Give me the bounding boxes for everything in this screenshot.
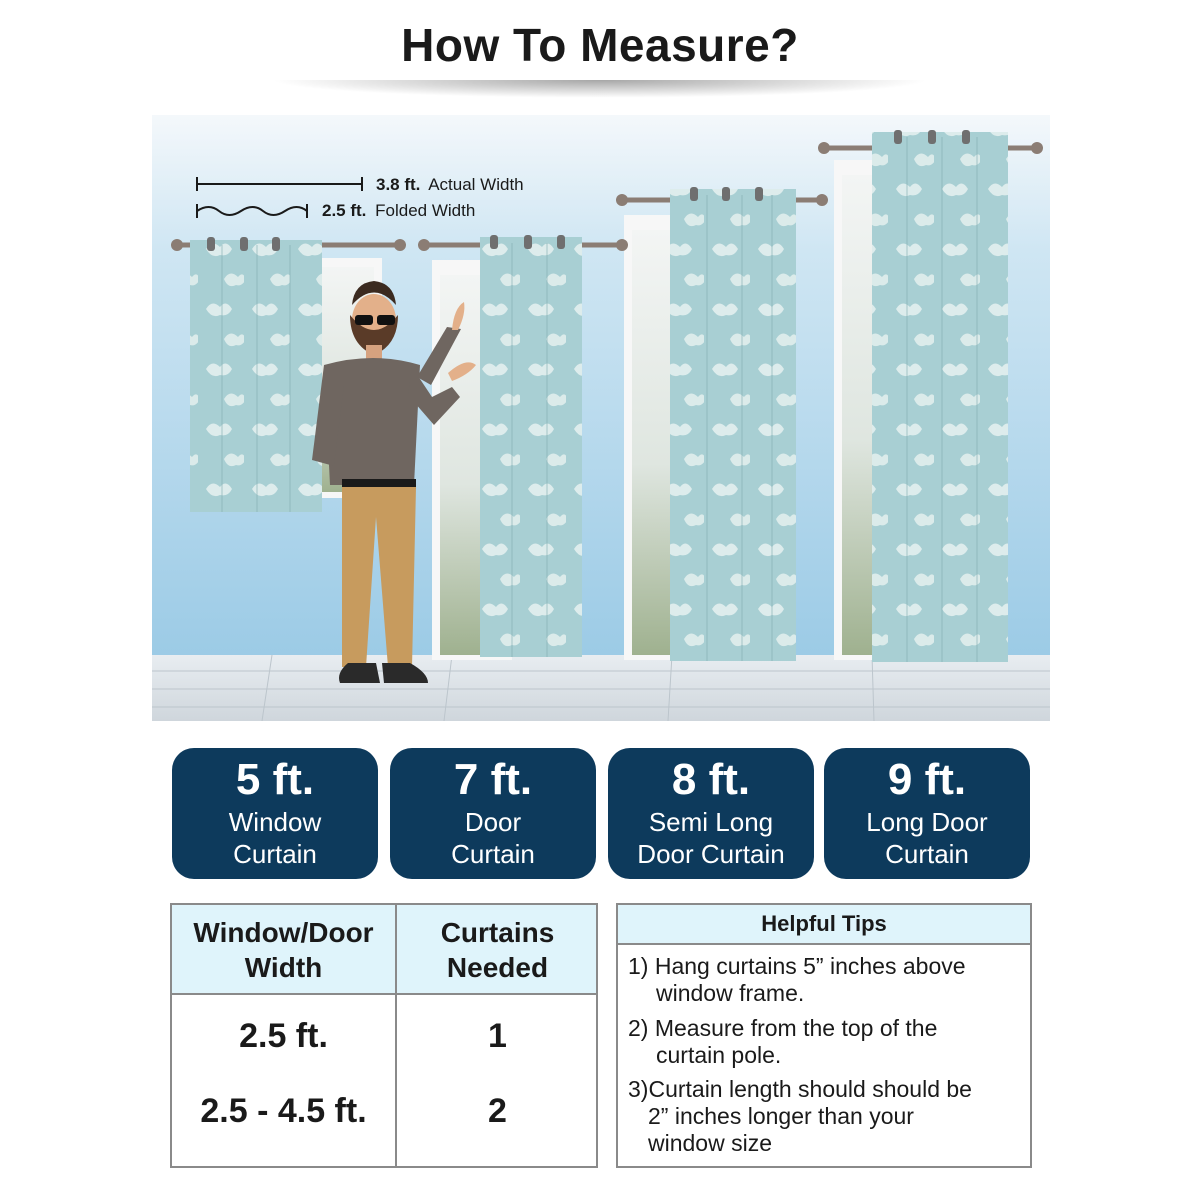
- tip-line: 2” inches longer than your: [648, 1103, 914, 1129]
- card-length: 7 ft.: [453, 755, 533, 804]
- card-label-line1: Semi Long: [648, 807, 774, 837]
- table-cell-needed: 1: [488, 1017, 507, 1055]
- actual-width-text: [376, 175, 524, 194]
- folded-width-label: Folded Width: [375, 201, 476, 220]
- header-window-door-width: [172, 915, 395, 985]
- title-underline-shadow: [270, 80, 930, 98]
- card-length: 9 ft.: [887, 755, 967, 804]
- card-label-line1: Door: [464, 807, 522, 837]
- card-label-line2: Curtain: [451, 839, 535, 869]
- tip-number: 3): [628, 1076, 649, 1102]
- card-length: 8 ft.: [671, 755, 751, 804]
- actual-width-value: 3.8 ft.: [376, 175, 421, 194]
- tips-heading: Helpful Tips: [618, 905, 1030, 945]
- card-label-line1: Window: [228, 807, 322, 837]
- tip-line: Hang curtains 5” inches above: [654, 953, 966, 979]
- tip-line: curtain pole.: [656, 1042, 782, 1068]
- header-line: Width: [244, 952, 323, 983]
- header-curtains-needed: [397, 915, 598, 985]
- header-line: Curtains: [440, 917, 555, 948]
- curtains-needed-table: [170, 903, 598, 1168]
- tip-line: window frame.: [656, 980, 805, 1006]
- tip-line: Curtain length should should be: [648, 1076, 972, 1102]
- illustration-scene: [152, 115, 1050, 721]
- card-length: 5 ft.: [235, 755, 315, 804]
- header-line: Window/Door: [193, 917, 374, 948]
- card-label-line1: Long Door: [866, 807, 988, 837]
- card-label-line2: Curtain: [885, 839, 969, 869]
- tip-item: [628, 1076, 1028, 1157]
- card-window-curtain: [172, 748, 378, 879]
- curtain-size-cards: [172, 748, 1032, 881]
- folded-width-value: 2.5 ft.: [322, 201, 367, 220]
- card-door-curtain: [390, 748, 596, 879]
- card-label-line2: Door Curtain: [637, 839, 785, 869]
- card-label-line2: Curtain: [233, 839, 317, 869]
- tip-line: window size: [648, 1130, 772, 1156]
- table-cell-needed: 2: [488, 1092, 507, 1130]
- folded-width-text: [322, 201, 475, 220]
- tip-number: 1): [628, 953, 649, 979]
- table-cell-width: 2.5 ft.: [239, 1017, 328, 1055]
- tip-line: Measure from the top of the: [654, 1015, 938, 1041]
- card-semi-long-door-curtain: [608, 748, 814, 879]
- card-long-door-curtain: [824, 748, 1030, 879]
- table-cell-width: 2.5 - 4.5 ft.: [200, 1092, 367, 1130]
- tip-item: [628, 1015, 1028, 1069]
- actual-width-label: Actual Width: [428, 175, 524, 194]
- page-title: How To Measure?: [401, 19, 799, 71]
- tip-number: 2): [628, 1015, 649, 1041]
- header-line: Needed: [446, 952, 549, 983]
- tip-item: [628, 953, 1028, 1007]
- helpful-tips-box: [616, 903, 1032, 1168]
